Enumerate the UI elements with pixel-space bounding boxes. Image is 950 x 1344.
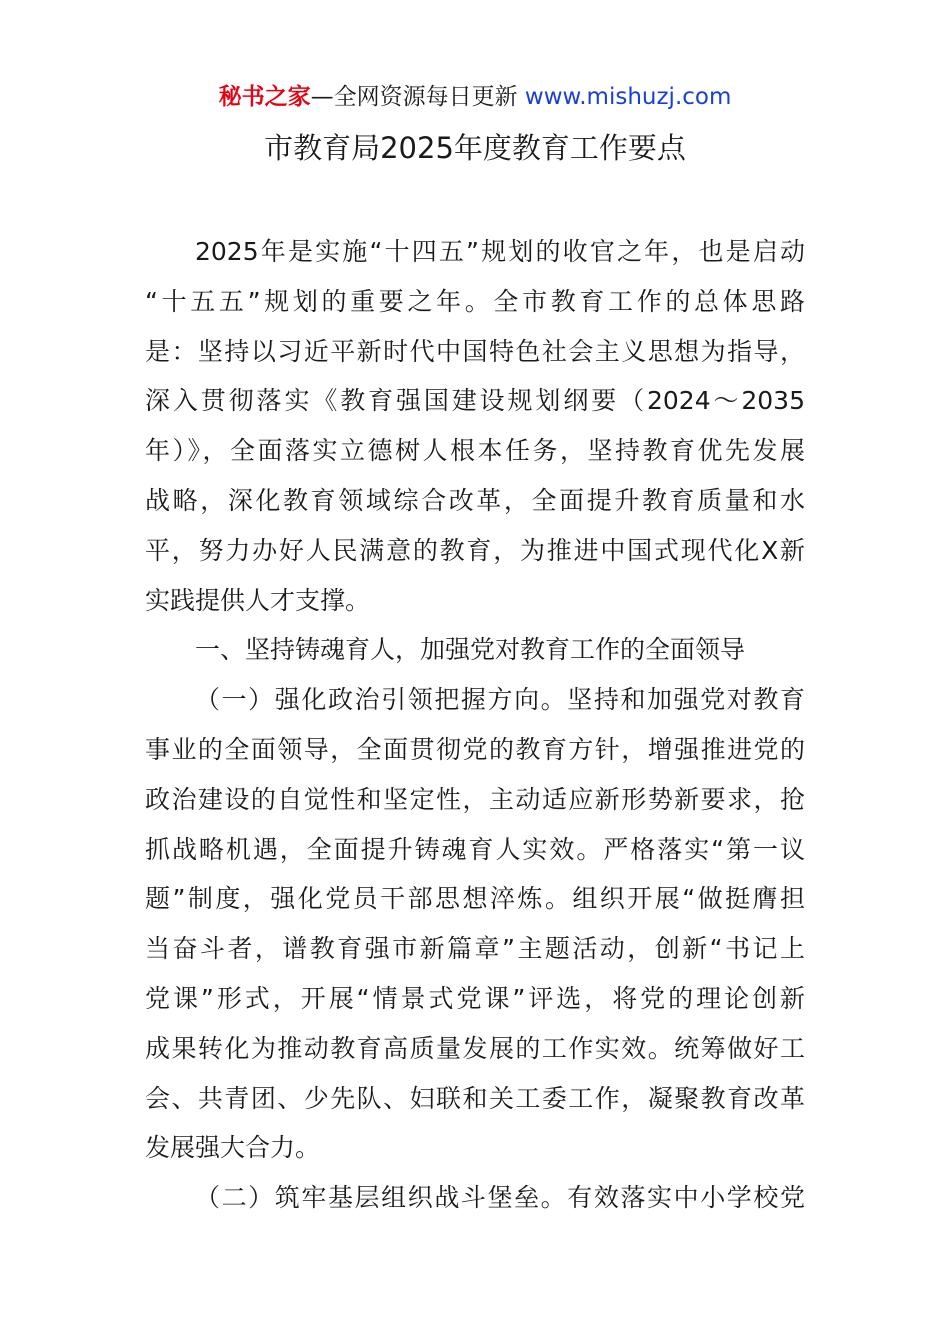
paragraph-line: 是：坚持以习近平新时代中国特色社会主义思想为指导， bbox=[145, 336, 805, 366]
paragraph-line: 会、共青团、少先队、妇联和关工委工作，凝聚教育改革 bbox=[145, 1083, 805, 1113]
paragraph-line: “十五五”规划的重要之年。全市教育工作的总体思路 bbox=[145, 286, 805, 316]
banner-slogan: —全网资源每日更新 bbox=[310, 84, 518, 110]
paragraph-line: 事业的全面领导，全面贯彻党的教育方针，增强推进党的 bbox=[145, 734, 805, 764]
document-title: 市教育局2025年度教育工作要点 bbox=[264, 131, 686, 165]
paragraph-line: （一）强化政治引领把握方向。坚持和加强党对教育 bbox=[195, 685, 805, 715]
paragraph-line: 年）》，全面落实立德树人根本任务，坚持教育优先发展 bbox=[145, 436, 805, 466]
paragraph-line: 实践提供人才支撑。 bbox=[145, 585, 371, 615]
paragraph-line: 抓战略机遇，全面提升铸魂育人实效。严格落实“第一议 bbox=[145, 834, 805, 864]
paragraph-line: （二）筑牢基层组织战斗堡垒。有效落实中小学校党 bbox=[195, 1183, 805, 1213]
paragraph-line: 成果转化为推动教育高质量发展的工作实效。统筹做好工 bbox=[145, 1033, 805, 1063]
paragraph-line: 平，努力办好人民满意的教育，为推进中国式现代化X新 bbox=[145, 535, 805, 565]
brand-name: 秘书之家 bbox=[218, 84, 311, 110]
document-body bbox=[145, 227, 805, 1223]
site-url-link[interactable]: www.mishuzj.com bbox=[524, 84, 732, 110]
paragraph-line: 发展强大合力。 bbox=[145, 1133, 321, 1163]
paragraph-line: 战略，深化教育领域综合改革，全面提升教育质量和水 bbox=[145, 485, 805, 515]
paragraph-line: 深入贯彻落实《教育强国建设规划纲要（2024～2035 bbox=[145, 386, 805, 416]
paragraph-line: 政治建设的自觉性和坚定性，主动适应新形势新要求，抢 bbox=[145, 784, 805, 814]
paragraph-line: 题”制度，强化党员干部思想淬炼。组织开展“做挺膺担 bbox=[145, 884, 805, 914]
paragraph-line: 当奋斗者，谱教育强市新篇章”主题活动，创新“书记上 bbox=[145, 934, 805, 964]
paragraph-line: 党课”形式，开展“情景式党课”评选，将党的理论创新 bbox=[145, 983, 805, 1013]
site-banner bbox=[0, 82, 950, 112]
section-heading: 一、坚持铸魂育人，加强党对教育工作的全面领导 bbox=[195, 635, 746, 665]
paragraph-line: 2025年是实施“十四五”规划的收官之年，也是启动 bbox=[195, 237, 805, 266]
